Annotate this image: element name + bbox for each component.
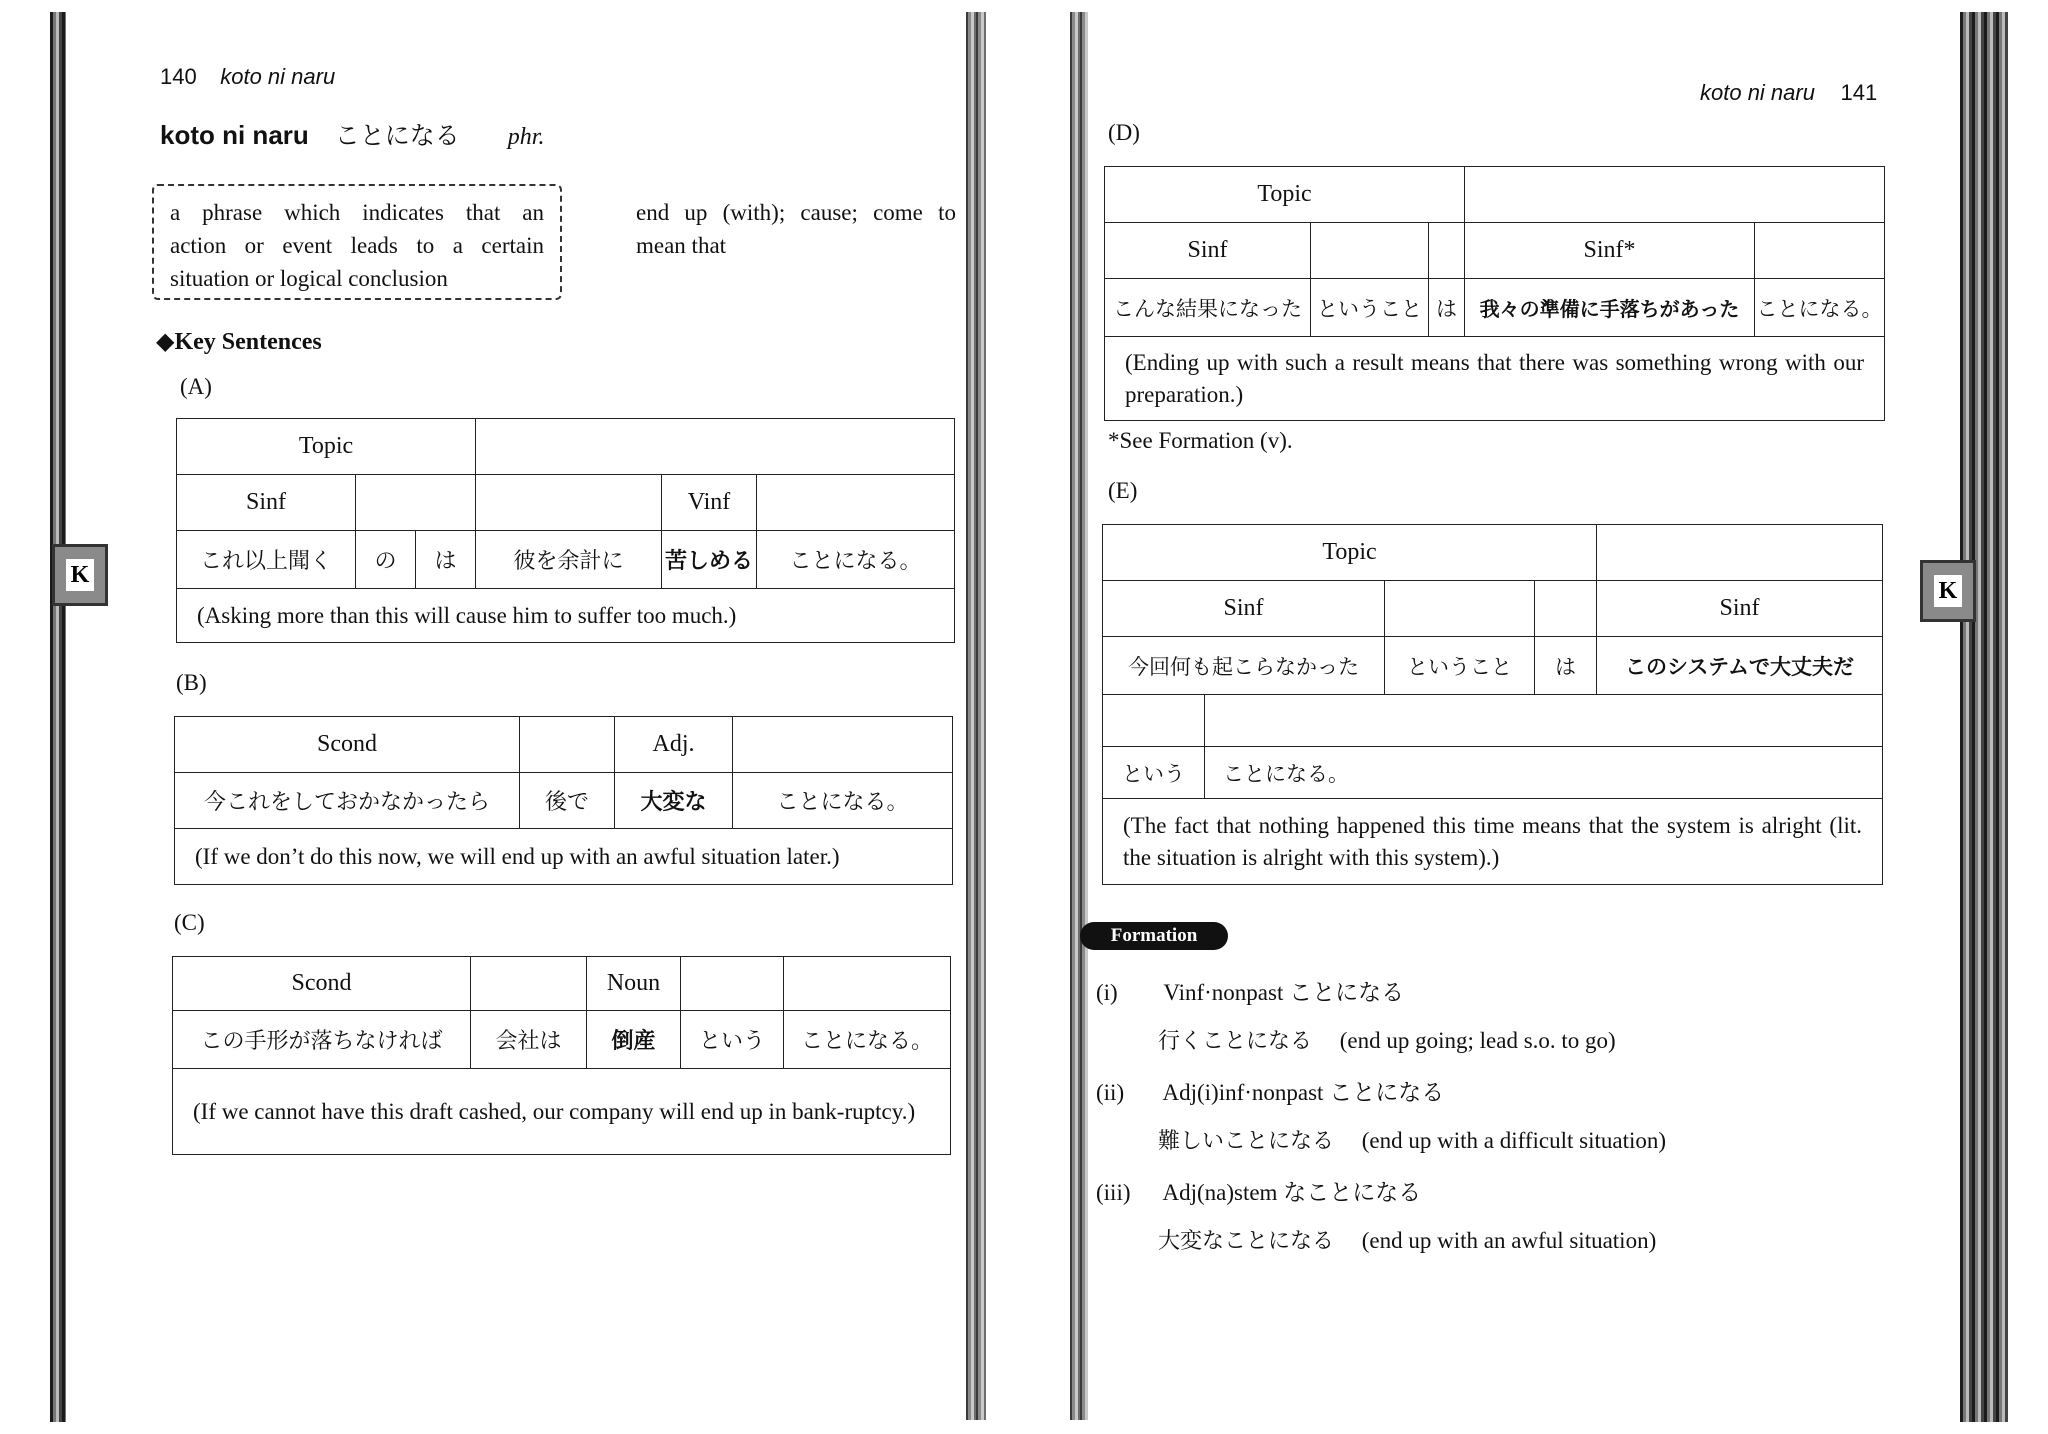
jp-cell: ことになる。: [757, 531, 955, 589]
left-page-edge: [50, 12, 66, 1422]
jp-cell: ということ: [1311, 279, 1429, 337]
topic-label: Topic: [1105, 167, 1465, 223]
jp-cell: ことになる。: [1205, 747, 1883, 799]
scond-label: Scond: [175, 717, 520, 773]
formation-item: [1096, 1174, 1856, 1224]
jp-cell: 大変な: [615, 773, 733, 829]
tab-letter: K: [1934, 575, 1962, 607]
jp-cell: 今これをしておかなかったら: [175, 773, 520, 829]
empty-cell: [1311, 223, 1429, 279]
translation: (Asking more than this will cause him to suffer too much.): [177, 589, 955, 643]
formation-example-row: [1096, 1224, 1856, 1274]
formation-gloss: (end up with a difficult situation): [1361, 1128, 1667, 1153]
formation-example: 行くことになる: [1158, 1029, 1313, 1054]
noun-label: Noun: [587, 957, 681, 1011]
empty-cell: [1535, 581, 1597, 637]
formation-num: (ii): [1096, 1080, 1125, 1105]
formation-pattern: Adj(na)stem なことになる: [1162, 1180, 1422, 1205]
section-label-e: (E): [1108, 478, 1138, 503]
sentence-table-e: [1102, 524, 1883, 885]
book-spine-right: [1070, 12, 1088, 1420]
sentence-table-b: [174, 716, 953, 885]
translation: (The fact that nothing happened this time means that the system is alright (lit. the situation is alright with this system).): [1103, 799, 1883, 885]
section-label-a: (A): [180, 374, 212, 399]
scond-label: Scond: [173, 957, 471, 1011]
empty-cell: [733, 717, 953, 773]
sinf-label: Sinf: [1597, 581, 1883, 637]
key-sentences-heading: ◆Key Sentences: [156, 329, 322, 355]
topic-label: Topic: [1103, 525, 1597, 581]
empty-cell: [471, 957, 587, 1011]
jp-cell: 我々の準備に手落ちがあった: [1465, 279, 1755, 337]
jp-cell: ことになる。: [733, 773, 953, 829]
jp-cell: ことになる。: [784, 1011, 951, 1069]
formation-example-row: [1096, 1024, 1856, 1074]
right-page-edge: [1960, 12, 2008, 1422]
english-gloss: [636, 196, 956, 262]
entry-kana: ことになる: [334, 121, 460, 150]
left-page-number: 140: [160, 64, 197, 89]
adj-label: Adj.: [615, 717, 733, 773]
sinf-label: Sinf*: [1465, 223, 1755, 279]
jp-cell: は: [416, 531, 476, 589]
empty-cell: [1597, 525, 1883, 581]
formation-example: 難しいことになる: [1158, 1129, 1335, 1154]
formation-num: (i): [1096, 980, 1118, 1005]
left-page-header: [160, 64, 335, 90]
definition-box: [152, 184, 562, 300]
sentence-table-c: [172, 956, 951, 1155]
empty-cell: [520, 717, 615, 773]
sinf-label: Sinf: [1105, 223, 1311, 279]
formation-label: Formation: [1080, 922, 1228, 950]
definition-line: a phrase which indicates that an: [170, 200, 544, 225]
jp-cell: 会社は: [471, 1011, 587, 1069]
jp-cell: は: [1535, 637, 1597, 695]
topic-label: Topic: [177, 419, 476, 475]
right-page-header: [1700, 80, 1877, 106]
jp-cell: ことになる。: [1755, 279, 1885, 337]
definition-line: situation or logical conclusion: [170, 266, 448, 291]
empty-cell: [476, 475, 662, 531]
jp-cell: という: [681, 1011, 784, 1069]
jp-cell: ということ: [1385, 637, 1535, 695]
index-tab-k-left: [52, 544, 108, 606]
empty-cell: [1429, 223, 1465, 279]
formation-pattern: Adj(i)inf·nonpast ことになる: [1162, 1080, 1445, 1105]
formation-pattern: Vinf·nonpast ことになる: [1163, 980, 1405, 1005]
empty-cell: [757, 475, 955, 531]
jp-cell: こんな結果になった: [1105, 279, 1311, 337]
formation-example-row: [1096, 1124, 1856, 1174]
sentence-table-a: [176, 418, 955, 643]
jp-cell: 倒産: [587, 1011, 681, 1069]
vinf-label: Vinf: [662, 475, 757, 531]
jp-cell: 苦しめる: [662, 531, 757, 589]
formation-gloss: (end up going; lead s.o. to go): [1339, 1028, 1616, 1053]
jp-cell: は: [1429, 279, 1465, 337]
jp-cell: 今回何も起こらなかった: [1103, 637, 1385, 695]
translation: (If we don’t do this now, we will end up with an awful situation later.): [175, 829, 953, 885]
translation: (If we cannot have this draft cashed, our company will end up in bank-ruptcy.): [173, 1069, 951, 1155]
index-tab-k-right: [1920, 560, 1976, 622]
empty-cell: [1465, 167, 1885, 223]
formation-gloss: (end up with an awful situation): [1361, 1228, 1657, 1253]
empty-cell: [1755, 223, 1885, 279]
right-page-number: 141: [1840, 80, 1878, 105]
right-running-head: koto ni naru: [1700, 80, 1815, 105]
empty-cell: [476, 419, 955, 475]
entry-pos: phr.: [507, 124, 545, 150]
formation-num: (iii): [1096, 1180, 1131, 1205]
gloss-line: mean that: [636, 233, 727, 258]
formation-item: [1096, 1074, 1856, 1124]
sinf-label: Sinf: [1103, 581, 1385, 637]
sinf-label: Sinf: [177, 475, 356, 531]
section-label-d: (D): [1108, 120, 1140, 145]
translation: (Ending up with such a result means that there was something wrong with our preparation.): [1105, 337, 1885, 421]
empty-cell: [1385, 581, 1535, 637]
empty-cell: [1103, 695, 1205, 747]
entry-headword: [160, 116, 544, 152]
jp-cell: の: [356, 531, 416, 589]
left-running-head: koto ni naru: [220, 64, 336, 89]
sentence-table-d: [1104, 166, 1885, 421]
definition-line: action or event leads to a certain: [170, 233, 544, 258]
gloss-line: end up (with); cause; come to: [636, 200, 956, 225]
entry-romaji: koto ni naru: [160, 120, 309, 150]
empty-cell: [681, 957, 784, 1011]
jp-cell: という: [1103, 747, 1205, 799]
tab-letter: K: [66, 559, 94, 591]
jp-cell: この手形が落ちなければ: [173, 1011, 471, 1069]
formation-example: 大変なことになる: [1158, 1229, 1335, 1254]
book-spine-left: [966, 12, 986, 1420]
section-label-c: (C): [174, 910, 205, 935]
see-formation-note: *See Formation (v).: [1108, 428, 1293, 453]
formation-list: [1096, 974, 1856, 1274]
jp-cell: これ以上聞く: [177, 531, 356, 589]
formation-item: [1096, 974, 1856, 1024]
section-label-b: (B): [176, 670, 207, 695]
jp-cell: 後で: [520, 773, 615, 829]
empty-cell: [1205, 695, 1883, 747]
empty-cell: [784, 957, 951, 1011]
jp-cell: このシステムで大丈夫だ: [1597, 637, 1883, 695]
empty-cell: [356, 475, 476, 531]
jp-cell: 彼を余計に: [476, 531, 662, 589]
